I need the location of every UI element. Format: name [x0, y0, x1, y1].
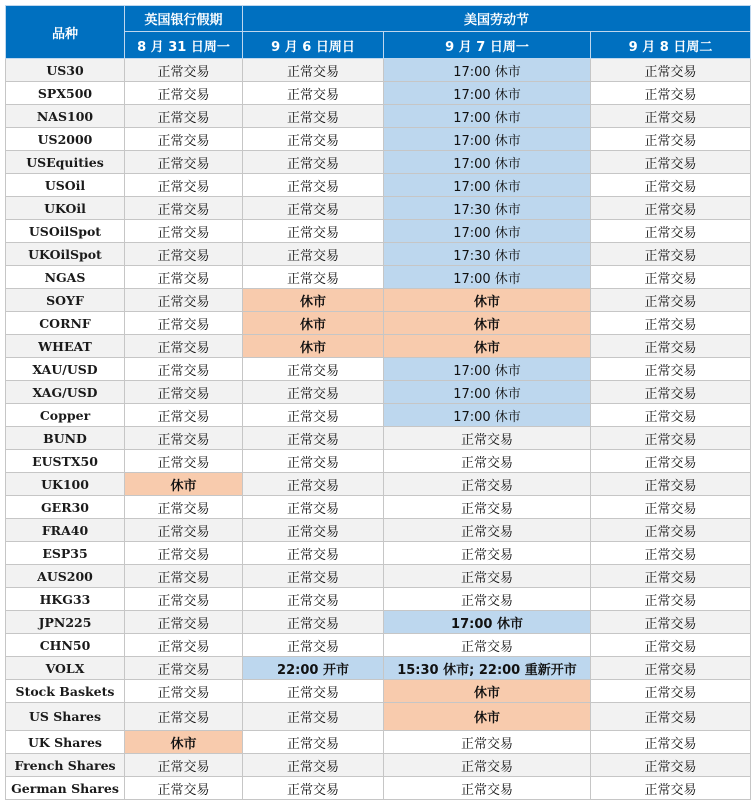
status-cell: 休市 [125, 473, 243, 496]
status-cell: 正常交易 [591, 542, 751, 565]
status-cell: 17:00 休市 [384, 220, 591, 243]
status-cell: 正常交易 [591, 358, 751, 381]
table-row [6, 381, 751, 404]
table-row [6, 565, 751, 588]
group-header-us-labor-day: 美国劳动节 [243, 6, 751, 32]
status-cell: 休市 [384, 289, 591, 312]
table-row [6, 266, 751, 289]
status-cell: 正常交易 [243, 358, 384, 381]
status-cell: 正常交易 [125, 754, 243, 777]
status-cell: 正常交易 [384, 496, 591, 519]
status-cell: 休市 [384, 680, 591, 703]
status-cell: 正常交易 [384, 731, 591, 754]
group-header-uk-bank-holiday: 英国银行假期 [125, 6, 243, 32]
symbol-cell: AUS200 [6, 565, 125, 588]
status-cell: 正常交易 [591, 289, 751, 312]
status-cell: 正常交易 [125, 657, 243, 680]
status-cell: 正常交易 [243, 404, 384, 427]
symbol-cell: UK Shares [6, 731, 125, 754]
status-cell: 正常交易 [243, 82, 384, 105]
table-row [6, 243, 751, 266]
table-row [6, 473, 751, 496]
status-cell: 正常交易 [243, 266, 384, 289]
status-cell: 正常交易 [591, 197, 751, 220]
status-cell: 正常交易 [125, 174, 243, 197]
status-cell: 正常交易 [384, 777, 591, 800]
status-cell: 正常交易 [125, 220, 243, 243]
table-row [6, 427, 751, 450]
symbol-cell: SPX500 [6, 82, 125, 105]
status-cell: 正常交易 [591, 128, 751, 151]
status-cell: 17:00 休市 [384, 381, 591, 404]
status-cell: 正常交易 [125, 82, 243, 105]
symbol-cell: HKG33 [6, 588, 125, 611]
status-cell: 正常交易 [125, 381, 243, 404]
status-cell: 正常交易 [243, 427, 384, 450]
status-cell: 正常交易 [243, 634, 384, 657]
status-cell: 17:00 休市 [384, 174, 591, 197]
status-cell: 正常交易 [125, 243, 243, 266]
status-cell: 正常交易 [125, 59, 243, 82]
holiday-trading-schedule-table [5, 5, 751, 800]
status-cell: 17:00 休市 [384, 128, 591, 151]
status-cell: 正常交易 [591, 404, 751, 427]
symbol-cell: Stock Baskets [6, 680, 125, 703]
date-header-sep-8: 9 月 8 日周二 [591, 32, 751, 59]
symbol-cell: WHEAT [6, 335, 125, 358]
status-cell: 正常交易 [243, 496, 384, 519]
status-cell: 正常交易 [243, 59, 384, 82]
status-cell: 正常交易 [591, 588, 751, 611]
status-cell: 休市 [243, 312, 384, 335]
symbol-cell: XAU/USD [6, 358, 125, 381]
status-cell: 正常交易 [125, 128, 243, 151]
symbol-cell: US2000 [6, 128, 125, 151]
symbol-cell: USEquities [6, 151, 125, 174]
table-row [6, 634, 751, 657]
symbol-cell: VOLX [6, 657, 125, 680]
status-cell: 正常交易 [125, 680, 243, 703]
status-cell: 休市 [384, 335, 591, 358]
status-cell: 休市 [384, 312, 591, 335]
status-cell: 正常交易 [243, 611, 384, 634]
table-row [6, 82, 751, 105]
status-cell: 休市 [384, 703, 591, 731]
table-row [6, 404, 751, 427]
status-cell: 正常交易 [591, 754, 751, 777]
table-row [6, 703, 751, 731]
status-cell: 正常交易 [591, 335, 751, 358]
symbol-cell: USOilSpot [6, 220, 125, 243]
symbol-cell: Copper [6, 404, 125, 427]
status-cell: 正常交易 [243, 777, 384, 800]
date-header-sep-6: 9 月 6 日周日 [243, 32, 384, 59]
table-row [6, 220, 751, 243]
status-cell: 正常交易 [384, 519, 591, 542]
status-cell: 正常交易 [591, 777, 751, 800]
status-cell: 正常交易 [384, 450, 591, 473]
table-row [6, 754, 751, 777]
status-cell: 17:00 休市 [384, 105, 591, 128]
status-cell: 正常交易 [243, 243, 384, 266]
status-cell: 15:30 休市; 22:00 重新开市 [384, 657, 591, 680]
status-cell: 正常交易 [243, 151, 384, 174]
symbol-cell: USOil [6, 174, 125, 197]
status-cell: 正常交易 [243, 542, 384, 565]
status-cell: 正常交易 [125, 634, 243, 657]
symbol-cell: CORNF [6, 312, 125, 335]
status-cell: 正常交易 [125, 588, 243, 611]
status-cell: 正常交易 [125, 565, 243, 588]
status-cell: 正常交易 [243, 450, 384, 473]
table-row [6, 657, 751, 680]
status-cell: 正常交易 [125, 358, 243, 381]
symbol-cell: CHN50 [6, 634, 125, 657]
symbol-cell: NAS100 [6, 105, 125, 128]
status-cell: 正常交易 [243, 174, 384, 197]
status-cell: 正常交易 [591, 657, 751, 680]
status-cell: 正常交易 [243, 220, 384, 243]
status-cell: 正常交易 [243, 588, 384, 611]
status-cell: 正常交易 [125, 266, 243, 289]
table-row [6, 105, 751, 128]
table-row [6, 335, 751, 358]
status-cell: 正常交易 [384, 754, 591, 777]
symbol-cell: GER30 [6, 496, 125, 519]
status-cell: 17:00 休市 [384, 151, 591, 174]
status-cell: 17:00 休市 [384, 266, 591, 289]
table-row [6, 59, 751, 82]
status-cell: 正常交易 [125, 611, 243, 634]
status-cell: 正常交易 [591, 174, 751, 197]
status-cell: 17:00 休市 [384, 404, 591, 427]
status-cell: 正常交易 [125, 335, 243, 358]
status-cell: 正常交易 [591, 450, 751, 473]
status-cell: 正常交易 [591, 496, 751, 519]
status-cell: 正常交易 [125, 542, 243, 565]
status-cell: 正常交易 [591, 703, 751, 731]
status-cell: 正常交易 [384, 565, 591, 588]
status-cell: 正常交易 [384, 634, 591, 657]
symbol-cell: US Shares [6, 703, 125, 731]
table-row [6, 731, 751, 754]
table-row [6, 128, 751, 151]
table-row [6, 519, 751, 542]
status-cell: 22:00 开市 [243, 657, 384, 680]
status-cell: 正常交易 [591, 105, 751, 128]
table-row [6, 542, 751, 565]
status-cell: 正常交易 [125, 777, 243, 800]
symbol-cell: SOYF [6, 289, 125, 312]
status-cell: 正常交易 [243, 565, 384, 588]
status-cell: 正常交易 [591, 634, 751, 657]
symbol-cell: UKOilSpot [6, 243, 125, 266]
table-body [6, 59, 751, 800]
status-cell: 正常交易 [243, 197, 384, 220]
status-cell: 正常交易 [243, 128, 384, 151]
status-cell: 17:00 休市 [384, 59, 591, 82]
symbol-cell: BUND [6, 427, 125, 450]
symbol-cell: German Shares [6, 777, 125, 800]
status-cell: 正常交易 [591, 243, 751, 266]
table-row [6, 496, 751, 519]
status-cell: 正常交易 [243, 519, 384, 542]
table-row [6, 777, 751, 800]
symbol-cell: XAG/USD [6, 381, 125, 404]
status-cell: 休市 [243, 335, 384, 358]
status-cell: 正常交易 [125, 289, 243, 312]
status-cell: 正常交易 [591, 266, 751, 289]
status-cell: 17:00 休市 [384, 358, 591, 381]
symbol-cell: US30 [6, 59, 125, 82]
table-row [6, 358, 751, 381]
status-cell: 17:00 休市 [384, 82, 591, 105]
status-cell: 正常交易 [125, 404, 243, 427]
status-cell: 正常交易 [591, 381, 751, 404]
status-cell: 正常交易 [591, 82, 751, 105]
table-row [6, 588, 751, 611]
table-row [6, 611, 751, 634]
table-row [6, 174, 751, 197]
status-cell: 正常交易 [125, 197, 243, 220]
status-cell: 正常交易 [243, 731, 384, 754]
status-cell: 正常交易 [591, 473, 751, 496]
status-cell: 正常交易 [125, 496, 243, 519]
status-cell: 正常交易 [591, 519, 751, 542]
status-cell: 正常交易 [591, 731, 751, 754]
status-cell: 正常交易 [591, 565, 751, 588]
symbol-cell: French Shares [6, 754, 125, 777]
status-cell: 正常交易 [125, 450, 243, 473]
status-cell: 正常交易 [591, 680, 751, 703]
status-cell: 正常交易 [243, 680, 384, 703]
symbol-cell: UK100 [6, 473, 125, 496]
status-cell: 正常交易 [243, 754, 384, 777]
status-cell: 正常交易 [243, 381, 384, 404]
table-row [6, 680, 751, 703]
status-cell: 正常交易 [591, 151, 751, 174]
table-row [6, 289, 751, 312]
symbol-column-header: 品种 [6, 6, 125, 59]
table-header [6, 6, 751, 59]
date-header-sep-7: 9 月 7 日周一 [384, 32, 591, 59]
symbol-cell: FRA40 [6, 519, 125, 542]
symbol-cell: UKOil [6, 197, 125, 220]
table-row [6, 151, 751, 174]
status-cell: 17:30 休市 [384, 197, 591, 220]
symbol-cell: NGAS [6, 266, 125, 289]
status-cell: 休市 [125, 731, 243, 754]
status-cell: 正常交易 [125, 703, 243, 731]
date-header-aug-31: 8 月 31 日周一 [125, 32, 243, 59]
status-cell: 正常交易 [125, 151, 243, 174]
table-row [6, 312, 751, 335]
status-cell: 正常交易 [243, 703, 384, 731]
status-cell: 正常交易 [243, 105, 384, 128]
status-cell: 正常交易 [591, 312, 751, 335]
status-cell: 正常交易 [591, 59, 751, 82]
status-cell: 正常交易 [125, 105, 243, 128]
status-cell: 正常交易 [591, 427, 751, 450]
status-cell: 正常交易 [384, 427, 591, 450]
status-cell: 17:30 休市 [384, 243, 591, 266]
symbol-cell: ESP35 [6, 542, 125, 565]
table-row [6, 450, 751, 473]
status-cell: 正常交易 [384, 588, 591, 611]
symbol-cell: JPN225 [6, 611, 125, 634]
status-cell: 休市 [243, 289, 384, 312]
status-cell: 17:00 休市 [384, 611, 591, 634]
status-cell: 正常交易 [125, 312, 243, 335]
table-row [6, 197, 751, 220]
status-cell: 正常交易 [591, 611, 751, 634]
status-cell: 正常交易 [384, 473, 591, 496]
status-cell: 正常交易 [591, 220, 751, 243]
status-cell: 正常交易 [125, 427, 243, 450]
symbol-cell: EUSTX50 [6, 450, 125, 473]
status-cell: 正常交易 [243, 473, 384, 496]
status-cell: 正常交易 [384, 542, 591, 565]
status-cell: 正常交易 [125, 519, 243, 542]
